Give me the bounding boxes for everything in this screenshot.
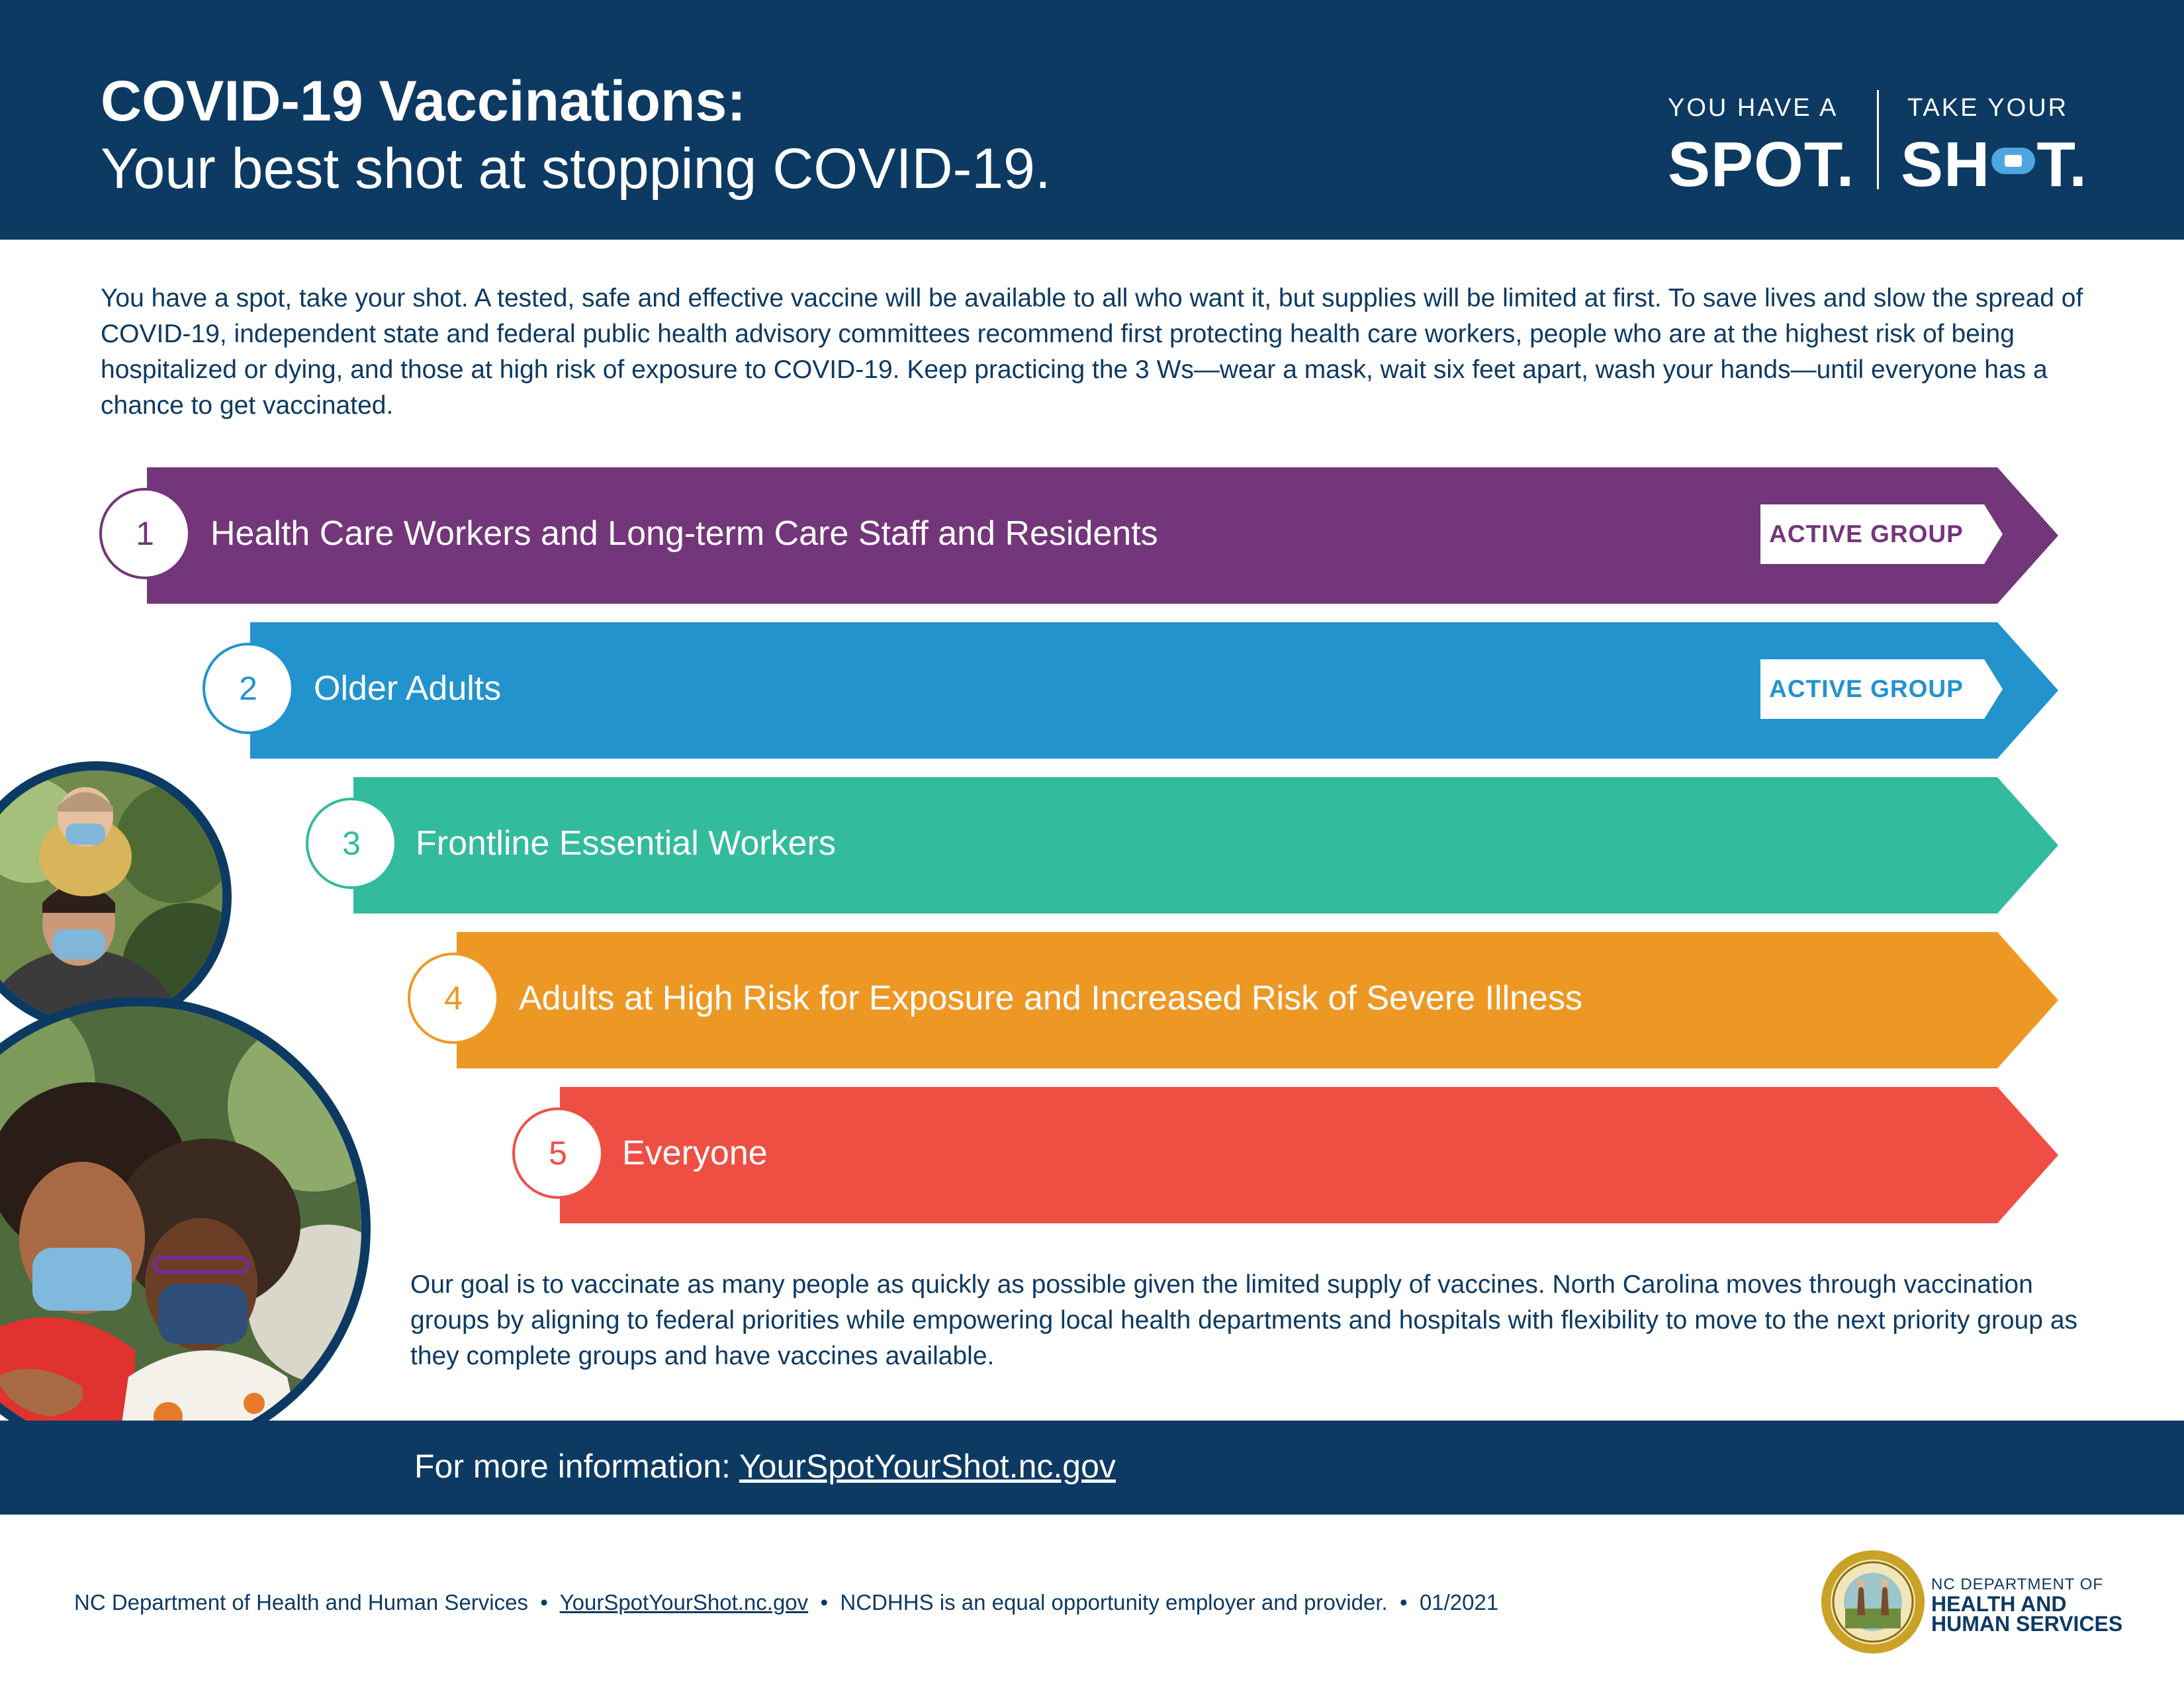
campaign-logo xyxy=(1668,90,2091,203)
group-number-3: 3 xyxy=(306,798,397,889)
intro-paragraph: You have a spot, take your shot. A tested, safe and effective vaccine will be available to all who want it, but supplies will be limited at first. To save lives and slow the spread of COVID-19, independent state and federal public health advisory committees recommend first protecting health care workers, people who are at the highest risk of being hospitalized or dying, and those at high risk of exposure to COVID-19. Keep practicing the 3 Ws—wear a mask, wait six feet apart, wash your hands—until everyone has a chance to get vaccinated. xyxy=(101,284,2083,420)
agency-line-1: NC DEPARTMENT OF xyxy=(1931,1575,2104,1593)
active-group-badge-2 xyxy=(1760,659,2005,719)
bandage-icon xyxy=(1991,148,2035,174)
footer xyxy=(74,1590,1498,1615)
info-text xyxy=(414,1447,1116,1485)
footer-sep-3: • xyxy=(1400,1590,1408,1615)
agency-line-2: HEALTH AND xyxy=(1931,1592,2067,1616)
nc-state-seal-icon xyxy=(1820,1549,1926,1655)
group-band-2 xyxy=(0,622,2184,759)
info-bar xyxy=(0,1421,2184,1515)
group-label-4: Adults at High Risk for Exposure and Increased Risk of Severe Illness xyxy=(519,979,1582,1017)
group-band-3 xyxy=(0,777,2184,914)
header-banner xyxy=(0,0,2184,240)
group-number-1: 1 xyxy=(99,488,191,579)
photo-two-women-image xyxy=(0,1006,371,1460)
active-group-label-1: ACTIVE GROUP xyxy=(1769,520,1964,547)
brand-left-small: YOU HAVE A xyxy=(1668,94,1839,122)
footer-date: 01/2021 xyxy=(1419,1590,1499,1615)
footer-org: NC Department of Health and Human Services xyxy=(74,1590,528,1615)
group-number-4: 4 xyxy=(408,953,499,1044)
agency-line-3: HUMAN SERVICES xyxy=(1931,1612,2123,1636)
group-label-5: Everyone xyxy=(622,1134,768,1172)
info-link[interactable]: YourSpotYourShot.nc.gov xyxy=(739,1448,1116,1485)
footer-sep-1: • xyxy=(540,1590,548,1615)
brand-right-small: TAKE YOUR xyxy=(1907,94,2069,122)
brand-right-big xyxy=(1901,128,2087,201)
group-band-1 xyxy=(0,467,2184,604)
group-label-2: Older Adults xyxy=(314,669,502,708)
footer-equal-opportunity: NCDHHS is an equal opportunity employer and provider. xyxy=(840,1590,1388,1615)
active-group-label-2: ACTIVE GROUP xyxy=(1769,675,1964,702)
agency-wordmark xyxy=(1931,1575,2122,1634)
brand-right-big-post: T. xyxy=(2036,129,2088,200)
group-label-3: Frontline Essential Workers xyxy=(416,824,836,863)
group-band-4 xyxy=(0,932,2184,1068)
footer-link[interactable]: YourSpotYourShot.nc.gov xyxy=(559,1590,809,1615)
info-prefix: For more information: xyxy=(414,1448,739,1485)
group-number-2: 2 xyxy=(203,643,294,734)
group-number-5: 5 xyxy=(512,1107,604,1199)
footer-sep-2: • xyxy=(820,1590,829,1615)
brand-divider xyxy=(1877,90,1879,189)
page-title: COVID-19 Vaccinations: xyxy=(101,70,746,133)
group-label-1: Health Care Workers and Long-term Care Staff and Residents xyxy=(210,514,1158,553)
group-arrow-5 xyxy=(560,1087,2058,1223)
group-band-5 xyxy=(0,1087,2184,1223)
brand-left-big: SPOT. xyxy=(1668,129,1855,200)
page-subtitle: Your best shot at stopping COVID-19. xyxy=(101,137,1051,201)
brand-right-big-pre: SH xyxy=(1901,129,1991,200)
active-group-badge-1 xyxy=(1760,504,2005,564)
goal-paragraph: Our goal is to vaccinate as many people as quickly as possible given the limited supply of vaccines. North Carolina moves through vaccination groups by aligning to federal priorities while empowering local health departments and hospitals with flexibility to move to the next priority group as they complete groups and have vaccines available. xyxy=(410,1270,2078,1370)
